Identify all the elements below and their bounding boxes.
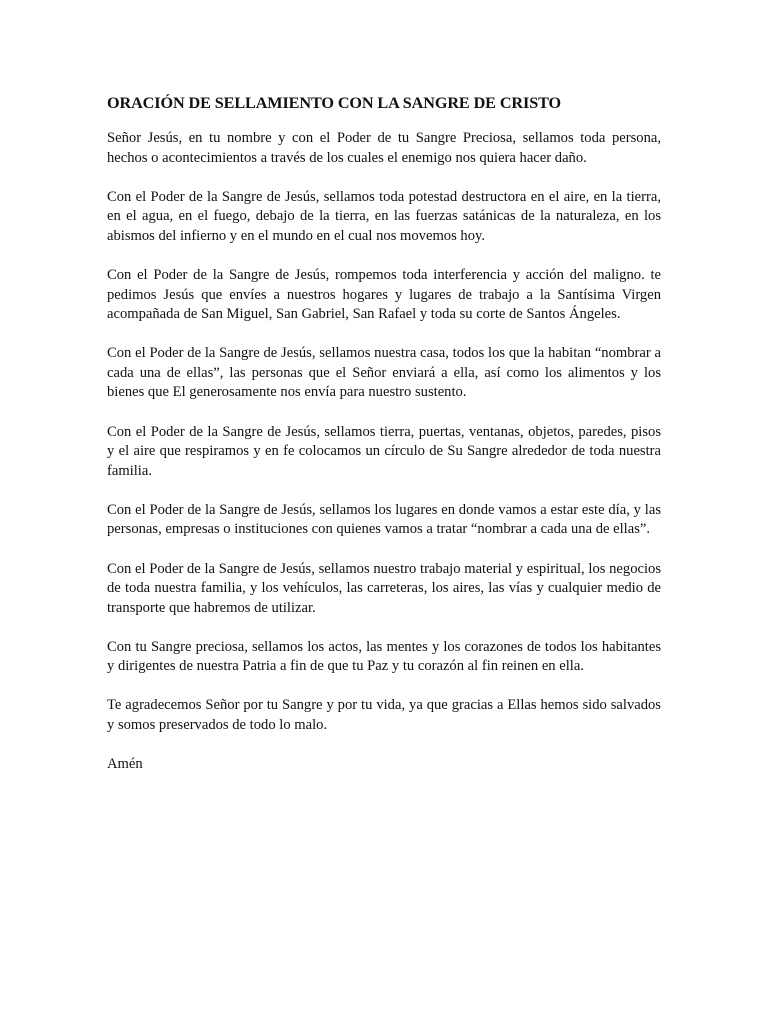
paragraph-3: Con el Poder de la Sangre de Jesús, rompemos toda interferencia y acción del maligno. te pedimos Jesús que envíes a nuestros hogares y lugares de trabajo a la Santísima Virgen acompañada de San Miguel, San Gabriel, San Rafael y toda su corte de Santos Ángeles. — [107, 266, 661, 323]
closing-amen: Amén — [107, 756, 143, 773]
document-page — [107, 93, 661, 775]
paragraph-6: Con el Poder de la Sangre de Jesús, sellamos los lugares en donde vamos a estar este día, y las personas, empresas o instituciones con quienes vamos a tratar “nombrar a cada una de ellas”. — [107, 501, 661, 538]
document-title: ORACIÓN DE SELLAMIENTO CON LA SANGRE DE CRISTO — [107, 94, 561, 112]
paragraph-2: Con el Poder de la Sangre de Jesús, sellamos toda potestad destructora en el aire, en la tierra, en el agua, en el fuego, debajo de la tierra, en las fuerzas satánicas de la naturaleza, en los abismos del infierno y en el mundo en el cual nos movemos hoy. — [107, 188, 661, 244]
paragraph-8: Con tu Sangre preciosa, sellamos los actos, las mentes y los corazones de todos los habitantes y dirigentes de nuestra Patria a fin de que tu Paz y tu corazón al fin reinen en ella. — [107, 638, 661, 675]
paragraph-1: Señor Jesús, en tu nombre y con el Poder de tu Sangre Preciosa, sellamos toda persona, hechos o acontecimientos a través de los cuales el enemigo nos quiera hacer daño. — [107, 130, 661, 166]
paragraph-9: Te agradecemos Señor por tu Sangre y por tu vida, ya que gracias a Ellas hemos sido salvados y somos preservados de todo lo malo. — [107, 697, 661, 734]
paragraph-7: Con el Poder de la Sangre de Jesús, sellamos nuestro trabajo material y espiritual, los negocios de toda nuestra familia, y los vehículos, las carreteras, los aires, las vías y cualquier medio de transporte que habremos de utilizar. — [107, 560, 661, 616]
paragraph-5: Con el Poder de la Sangre de Jesús, sellamos tierra, puertas, ventanas, objetos, paredes, pisos y el aire que respiramos y en fe colocamos un círculo de Su Sangre alrededor de toda nuestra familia. — [107, 423, 661, 479]
paragraph-4: Con el Poder de la Sangre de Jesús, sellamos nuestra casa, todos los que la habitan “nombrar a cada una de ellas”, las personas que el Señor enviará a ella, así como los alimentos y los bienes que El generosamente nos envía para nuestro sustento. — [107, 345, 661, 401]
